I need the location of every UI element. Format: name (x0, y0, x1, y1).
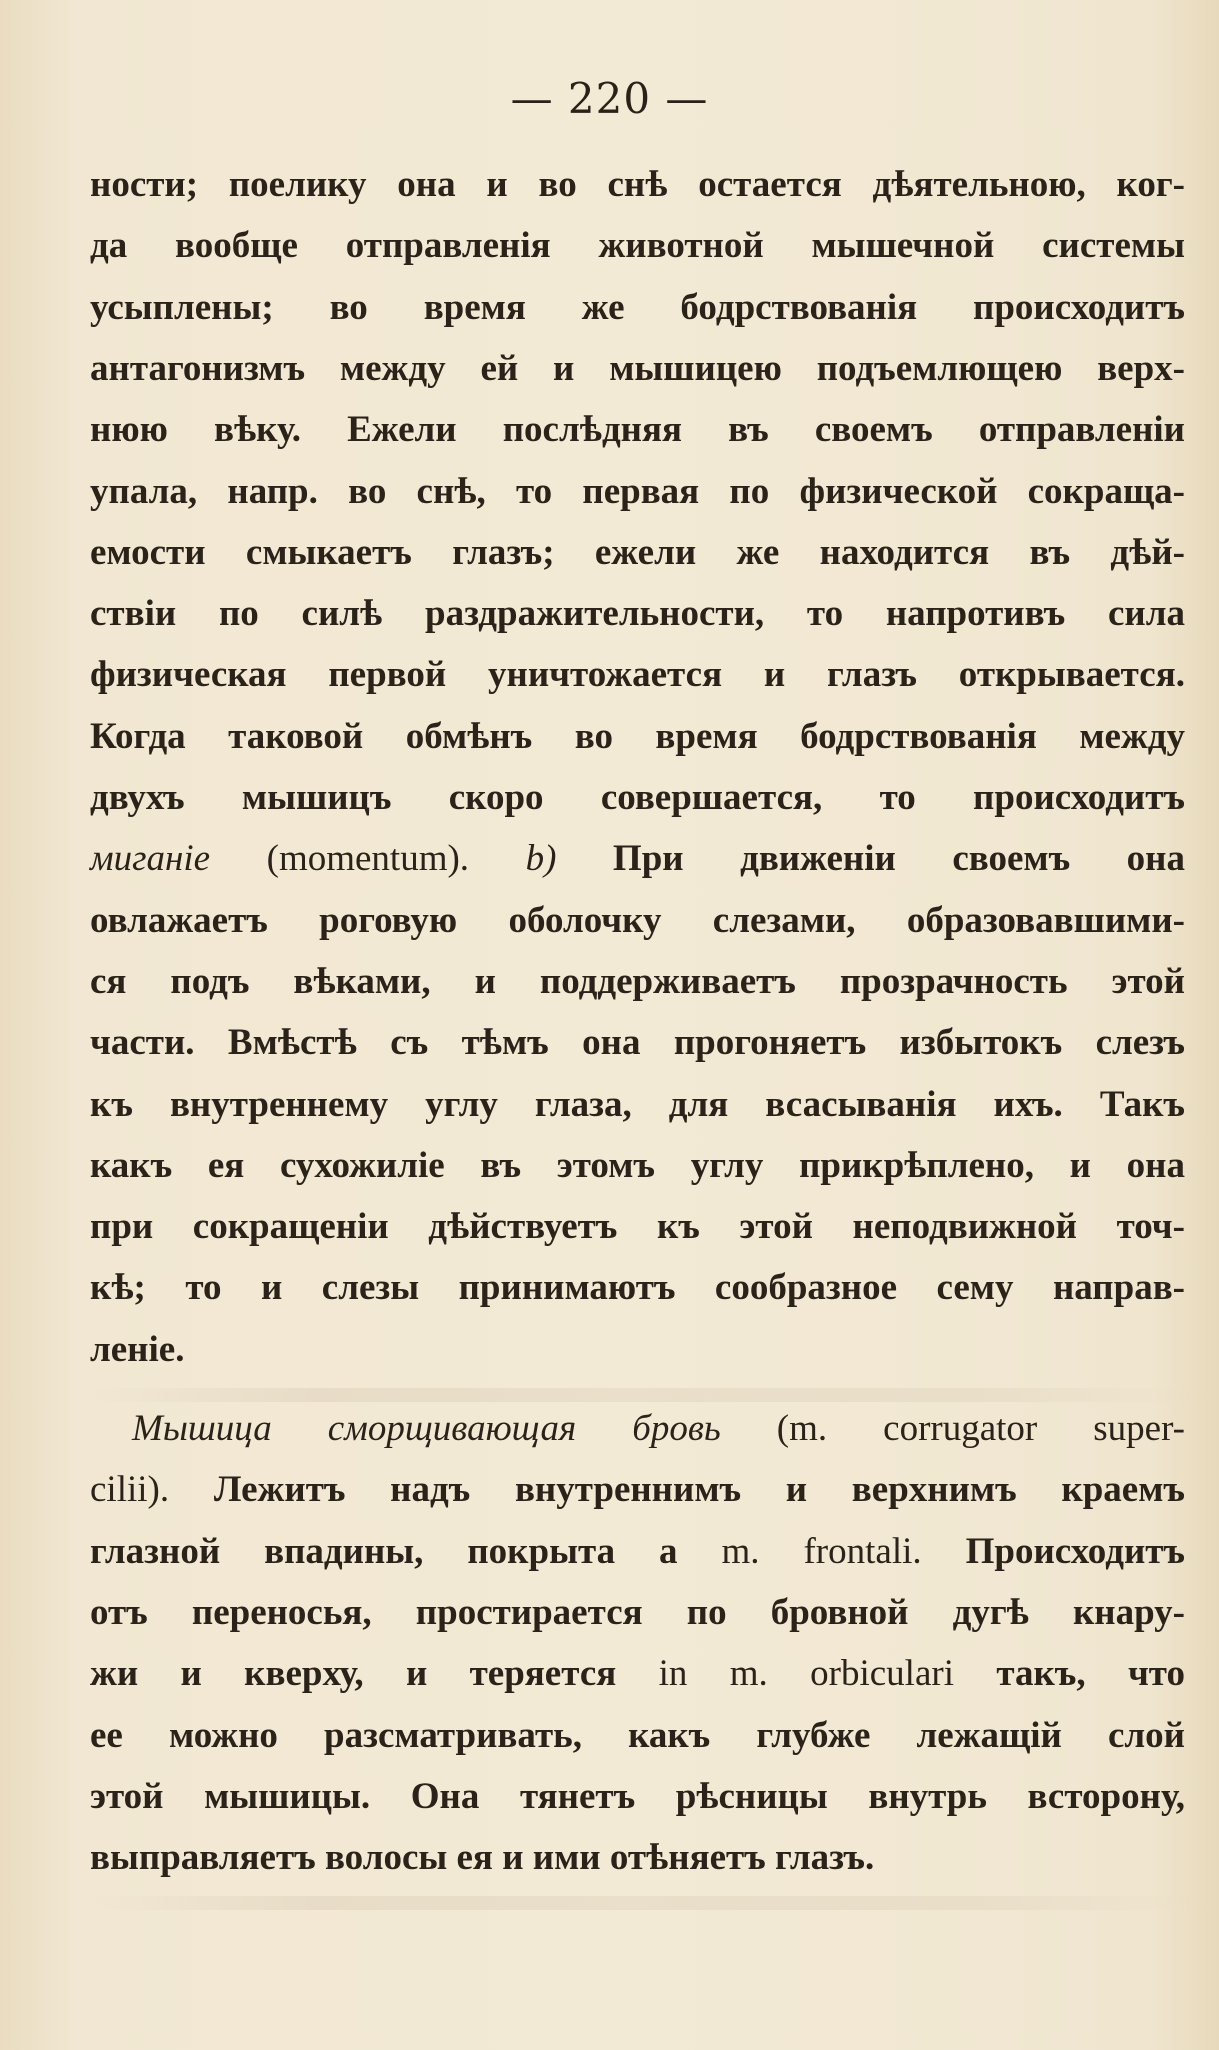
text-line (90, 1468, 1185, 1528)
text-line (90, 1328, 1185, 1388)
text-segment: такъ, что (953, 1653, 1185, 1695)
text-segment: части. Вмѣстѣ съ тѣмъ она прогоняетъ избытокъ слезъ (90, 1022, 1185, 1064)
text-segment: m. frontali. (721, 1530, 922, 1572)
text-line (90, 653, 1185, 713)
text-segment: этой мышицы. Она тянетъ рѣсницы внутрь всторону, (90, 1775, 1185, 1817)
text-line (90, 286, 1185, 346)
text-segment: (m. corrugator super- (720, 1408, 1185, 1449)
text-segment: усыплены; во время же бодрствованія происходитъ (90, 286, 1185, 328)
text-segment: Лежитъ надъ внутреннимъ и верхнимъ краемъ (213, 1469, 1185, 1511)
text-line (90, 1591, 1185, 1651)
text-line (90, 960, 1185, 1020)
text-segment: ее можно разсматривать, какъ глубже лежащій слой (90, 1714, 1185, 1756)
text-line (90, 408, 1185, 468)
text-line (90, 837, 1185, 897)
text-line (90, 776, 1185, 836)
text-segment: глазной впадины, покрыта a (90, 1530, 722, 1572)
text-segment: миганіе (90, 838, 211, 880)
text-segment: антагонизмъ между ей и мышицею подъемлющею верх- (90, 347, 1185, 389)
text-segment: овлажаетъ роговую оболочку слезами, образовавшими- (90, 899, 1185, 941)
text-segment: ствіи по силѣ раздражительности, то напротивъ сила (90, 593, 1185, 635)
paper-stain (90, 1896, 1190, 1910)
text-line (90, 1530, 1185, 1590)
text-line (90, 715, 1185, 775)
text-line (90, 1205, 1185, 1265)
text-segment: физическая первой уничтожается и глазъ открывается. (90, 654, 1185, 696)
text-segment: Мышица сморщивающая бровь (132, 1408, 721, 1449)
text-line (90, 1083, 1185, 1143)
text-line (90, 1714, 1185, 1774)
text-segment: какъ ея сухожиліе въ этомъ углу прикрѣплено, и она (90, 1144, 1185, 1186)
text-line (90, 470, 1185, 530)
text-segment: (momentum). (210, 838, 526, 880)
text-line (90, 163, 1185, 223)
text-segment: При движеніи своемъ она (556, 838, 1185, 880)
text-segment: леніе. (90, 1328, 185, 1370)
text-line (90, 347, 1185, 407)
text-segment: двухъ мышицъ скоро совершается, то происходитъ (90, 777, 1185, 818)
text-line (90, 1775, 1185, 1835)
text-segment: при сокращеніи дѣйствуетъ къ этой неподвижной точ- (90, 1206, 1185, 1248)
text-segment: Происходитъ (921, 1530, 1186, 1572)
text-segment: cilii). (90, 1469, 214, 1511)
text-segment: in m. orbiculari (658, 1653, 954, 1695)
text-segment: емости смыкаетъ глазъ; ежели же находится въ дѣй- (90, 531, 1185, 573)
paper-stain (90, 1388, 1190, 1402)
text-line (90, 592, 1185, 652)
text-segment: b) (525, 838, 557, 880)
text-segment: къ внутреннему углу глаза, для всасыванія ихъ. Такъ (90, 1083, 1185, 1125)
text-line (90, 224, 1185, 284)
text-line (90, 1652, 1185, 1712)
text-segment: ся подъ вѣками, и поддерживаетъ прозрачность этой (90, 960, 1185, 1002)
text-line (90, 1021, 1185, 1081)
text-segment: выправляетъ волосы ея и ими отѣняетъ глазъ. (90, 1837, 875, 1879)
text-segment: ности; поелику она и во снѣ остается дѣятельною, ког- (90, 164, 1185, 205)
text-segment: да вообще отправленія животной мышечной системы (90, 225, 1185, 267)
text-segment: упала, напр. во снѣ, то первая по физической сокраща- (90, 470, 1185, 512)
text-segment: отъ переносья, простирается по бровной дугѣ кнару- (90, 1591, 1185, 1633)
text-line (90, 531, 1185, 591)
text-line (90, 1407, 1185, 1467)
text-line (90, 1266, 1185, 1326)
text-segment: жи и кверху, и теряется (90, 1653, 659, 1695)
text-line (90, 899, 1185, 959)
page-number: — 220 — (510, 74, 709, 123)
text-line (90, 1144, 1185, 1204)
text-segment: Когда таковой обмѣнъ во время бодрствованія между (90, 715, 1185, 757)
text-segment: кѣ; то и слезы принимаютъ сообразное сему направ- (90, 1267, 1185, 1309)
text-line (90, 1836, 1185, 1896)
text-segment: нюю вѣку. Ежели послѣдняя въ своемъ отправленіи (90, 409, 1185, 451)
